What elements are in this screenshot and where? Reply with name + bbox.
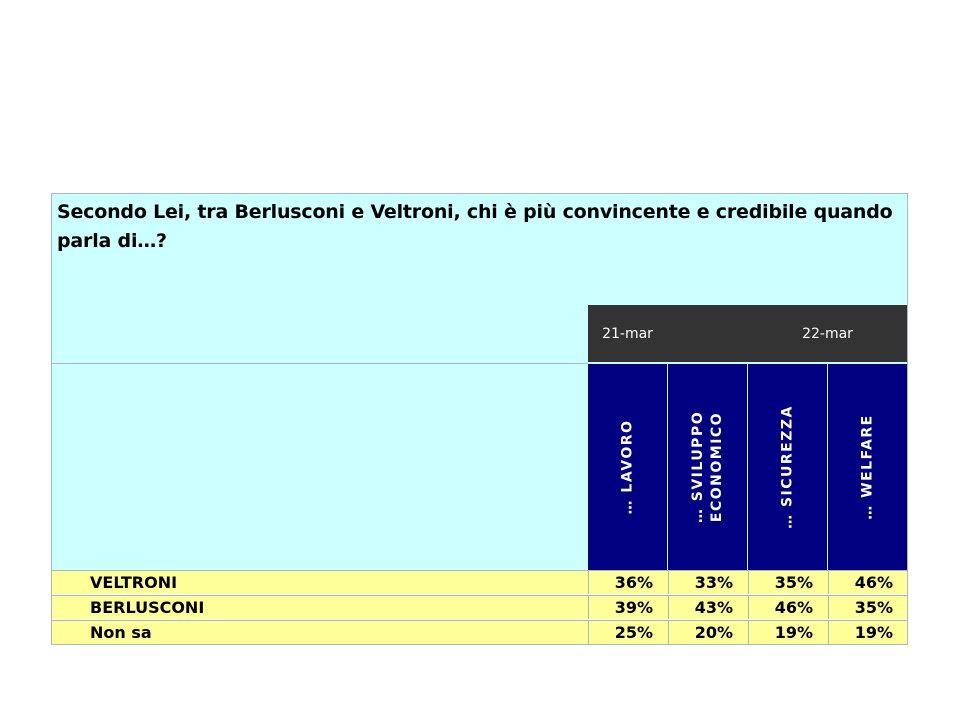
topic-header-sviluppo-economico: [668, 364, 747, 570]
topic-header-lavoro: [588, 364, 667, 570]
row-label: VELTRONI: [90, 573, 178, 592]
header-divider: [52, 363, 588, 364]
topic-label-lavoro: … LAVORO: [619, 419, 635, 515]
table-row: [52, 620, 907, 644]
date-header-22-mar: 22-mar: [748, 305, 907, 362]
value-cell: 46%: [828, 571, 908, 594]
value-cell: 46%: [748, 596, 828, 619]
poll-table: [51, 193, 908, 645]
value-cell: 35%: [828, 596, 908, 619]
value-cell: 19%: [828, 621, 908, 644]
row-label: Non sa: [90, 623, 152, 642]
question-area: [52, 194, 907, 570]
value-cell: 20%: [668, 621, 748, 644]
value-cell: 25%: [588, 621, 668, 644]
date-header-21-mar-ext: [667, 305, 748, 362]
topic-label-sicurezza: … SICUREZZA: [779, 405, 795, 529]
row-label: BERLUSCONI: [90, 598, 205, 617]
value-cell: 19%: [748, 621, 828, 644]
topic-header-sicurezza: [748, 364, 827, 570]
date-header-21-mar: 21-mar: [588, 305, 667, 362]
table-row: [52, 570, 907, 594]
topic-header-welfare: [828, 364, 907, 570]
value-cell: 36%: [588, 571, 668, 594]
poll-question: Secondo Lei, tra Berlusconi e Veltroni, chi è più convincente e credibile quando parla di…?: [57, 201, 893, 252]
table-row: [52, 595, 907, 619]
value-cell: 43%: [668, 596, 748, 619]
value-cell: 33%: [668, 571, 748, 594]
value-cell: 35%: [748, 571, 828, 594]
value-cell: 39%: [588, 596, 668, 619]
topic-label-welfare: … WELFARE: [859, 414, 875, 520]
topic-label-sviluppo-economico: … SVILUPPO ECONOMICO: [689, 410, 725, 524]
